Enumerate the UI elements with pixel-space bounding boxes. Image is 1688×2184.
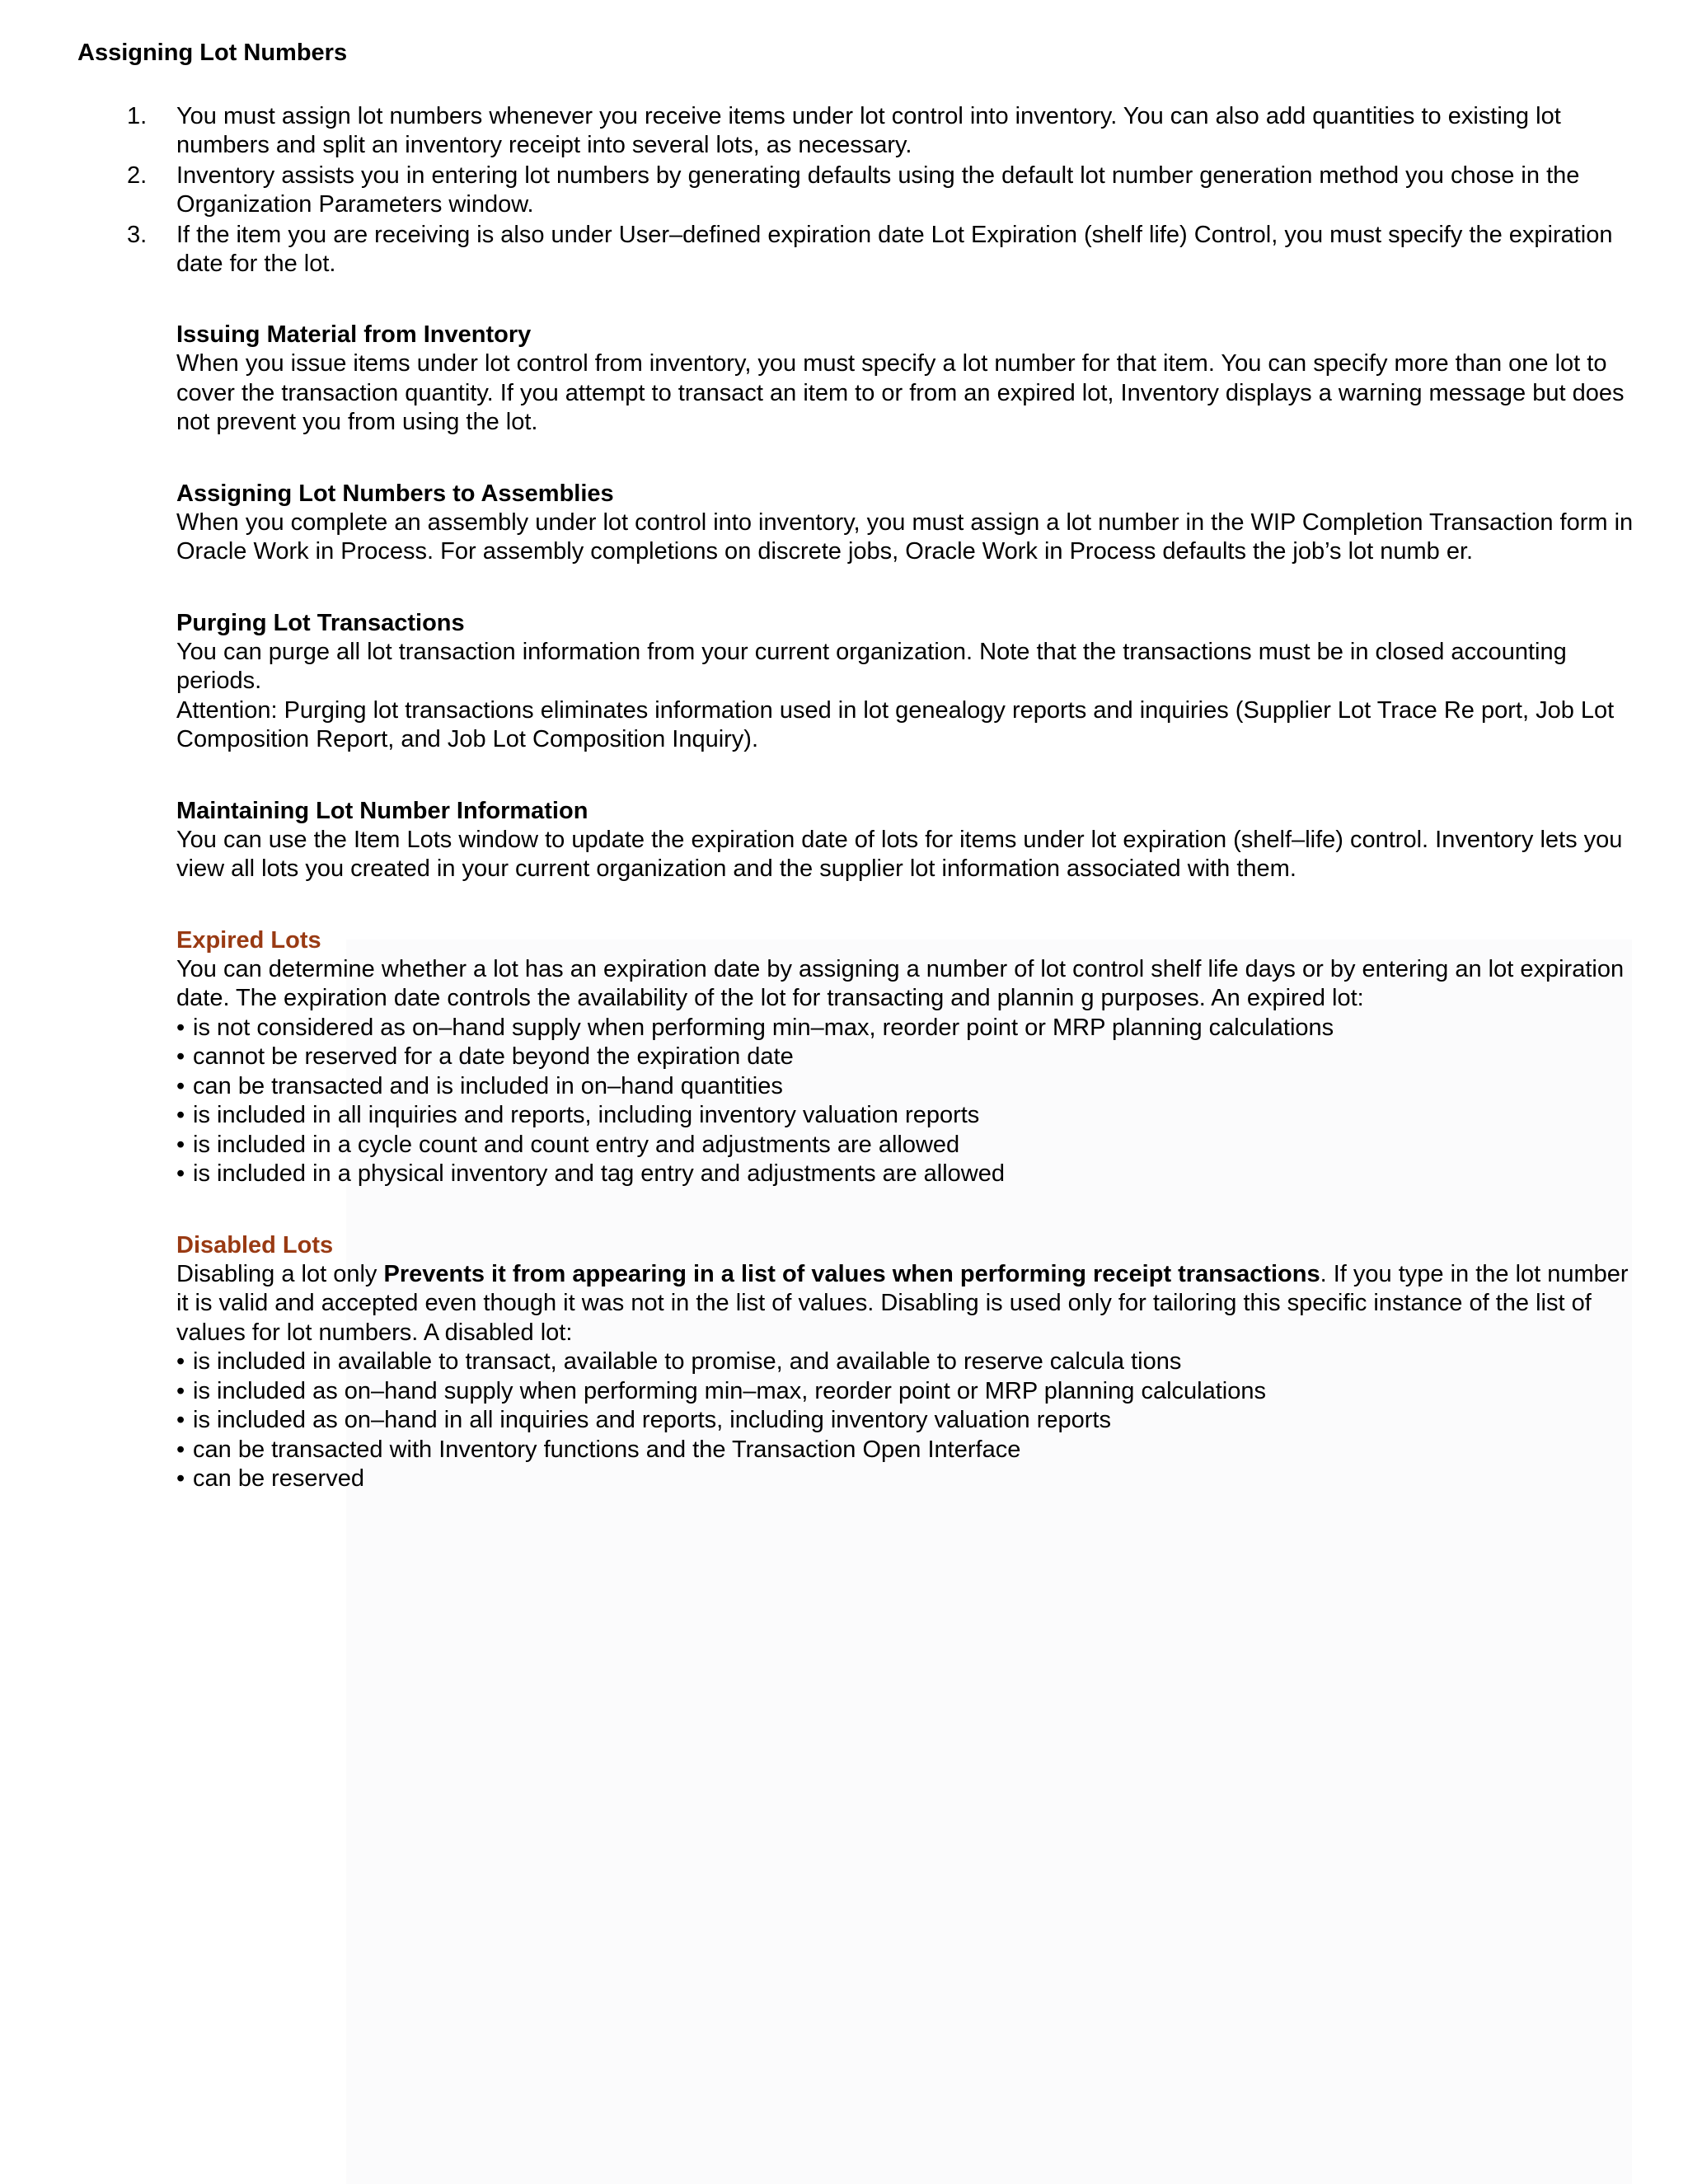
list-item-text: If the item you are receiving is also under User–defined expiration date Lot Expiration (shelf life) Control, you must specify the expiration date for the lot. — [176, 222, 1613, 277]
bullet-item — [176, 1406, 1639, 1436]
list-number: 1. — [127, 103, 148, 129]
list-item — [127, 221, 1639, 279]
section-body — [176, 1260, 1639, 1348]
bullet-item — [176, 1347, 1639, 1377]
bullet-icon: • — [176, 1043, 185, 1070]
list-item-text: Inventory assists you in entering lot numbers by generating defaults using the default lot number generation method you chose in the Organization Parameters window. — [176, 162, 1580, 218]
bullet-text: is included as on–hand supply when performing min–max, reorder point or MRP planning calculations — [193, 1377, 1266, 1404]
numbered-list — [127, 102, 1639, 279]
section-body: You can use the Item Lots window to update the expiration date of lots for items under lot expiration (shelf–life) control. Inventory lets you view all lots you created in your current organization and the supplier lot information associated with them. — [176, 826, 1623, 882]
bullet-icon: • — [176, 1072, 185, 1099]
bullet-list — [176, 1347, 1639, 1494]
bullet-text: is included in all inquiries and reports, including inventory valuation reports — [193, 1102, 980, 1128]
section-heading: Maintaining Lot Number Information — [176, 797, 588, 824]
document-body — [127, 102, 1639, 1494]
section-body: You can determine whether a lot has an expiration date by assigning a number of lot control shelf life days or by entering an lot expiration date. The expiration date controls the availability of the lot for transacting and plannin g purposes. An expired lot: — [176, 955, 1625, 1011]
bullet-icon: • — [176, 1348, 185, 1375]
section-disabled-lots — [176, 1230, 1639, 1494]
section-purging — [176, 608, 1639, 755]
bullet-text: can be transacted with Inventory functions and the Transaction Open Interface — [193, 1436, 1021, 1463]
bullet-icon: • — [176, 1465, 185, 1492]
bullet-text: is included in a physical inventory and tag entry and adjustments are allowed — [193, 1160, 1005, 1187]
attention-note: Attention: Purging lot transactions eliminates information used in lot genealogy reports and inquiries (Supplier Lot Trace Re port, Job Lot Composition Report, and Job Lot Composition Inquiry). — [176, 696, 1615, 752]
section-heading: Assigning Lot Numbers to Assemblies — [176, 480, 614, 507]
section-body: When you issue items under lot control from inventory, you must specify a lot number for that item. You can specify more than one lot to cover the transaction quantity. If you attempt to transact an item to or from an expired lot, Inventory displays a warning message but does not prevent you from using the lot. — [176, 350, 1625, 435]
list-item — [127, 102, 1639, 160]
section-heading: Disabled Lots — [176, 1231, 334, 1258]
bullet-list — [176, 1014, 1639, 1189]
bullet-item — [176, 1377, 1639, 1407]
bullet-icon: • — [176, 1407, 185, 1433]
bullet-item — [176, 1101, 1639, 1131]
bullet-item — [176, 1131, 1639, 1160]
bullet-icon: • — [176, 1160, 185, 1187]
bullet-item — [176, 1043, 1639, 1072]
section-maintaining — [176, 796, 1639, 884]
section-body: When you complete an assembly under lot control into inventory, you must assign a lot number in the WIP Completion Transaction form in Oracle Work in Process. For assembly completions on discrete jobs, Oracle Work in Process defaults the job’s lot numb er. — [176, 509, 1634, 565]
section-assemblies — [176, 479, 1639, 567]
bullet-text: can be reserved — [193, 1465, 364, 1492]
bullet-item — [176, 1465, 1639, 1494]
bullet-item — [176, 1072, 1639, 1102]
section-issuing-material — [176, 320, 1639, 438]
list-item — [127, 162, 1639, 219]
section-expired-lots — [176, 926, 1639, 1189]
bullet-text: is not considered as on–hand supply when performing min–max, reorder point or MRP planning calculations — [193, 1014, 1334, 1041]
section-heading: Issuing Material from Inventory — [176, 321, 532, 348]
bullet-text: is included in a cycle count and count entry and adjustments are allowed — [193, 1131, 960, 1158]
body-emphasis: Prevents it from appearing in a list of values when performing receipt transactions — [383, 1260, 1320, 1287]
list-number: 2. — [127, 162, 148, 189]
bullet-item — [176, 1014, 1639, 1043]
bullet-text: is included in available to transact, available to promise, and available to reserve calcula tions — [193, 1348, 1182, 1375]
body-prefix: Disabling a lot only — [176, 1260, 384, 1287]
bullet-text: is included as on–hand in all inquiries and reports, including inventory valuation reports — [193, 1407, 1111, 1433]
list-item-text: You must assign lot numbers whenever you receive items under lot control into inventory. You can also add quantities to existing lot numbers and split an inventory receipt into several lots, as necessary. — [176, 103, 1561, 158]
section-body: You can purge all lot transaction information from your current organization. Note that the transactions must be in closed accounting periods. — [176, 638, 1567, 694]
bullet-item — [176, 1160, 1639, 1189]
bullet-icon: • — [176, 1377, 185, 1404]
section-heading: Expired Lots — [176, 926, 321, 954]
bullet-icon: • — [176, 1102, 185, 1128]
bullet-item — [176, 1436, 1639, 1465]
bullet-icon: • — [176, 1436, 185, 1463]
section-heading: Purging Lot Transactions — [176, 609, 465, 636]
bullet-text: can be transacted and is included in on–hand quantities — [193, 1072, 783, 1099]
bullet-icon: • — [176, 1014, 185, 1041]
bullet-icon: • — [176, 1131, 185, 1158]
page-title: Assigning Lot Numbers — [77, 40, 348, 66]
body-suffix: . If you type in the lot number it is valid and accepted even though it was not in the list of values. Disabling is used only for tailoring this specific instance of the list of values for lot numbers. A disabled lot: — [176, 1260, 1629, 1346]
list-number: 3. — [127, 222, 148, 248]
bullet-text: cannot be reserved for a date beyond the expiration date — [193, 1043, 794, 1070]
